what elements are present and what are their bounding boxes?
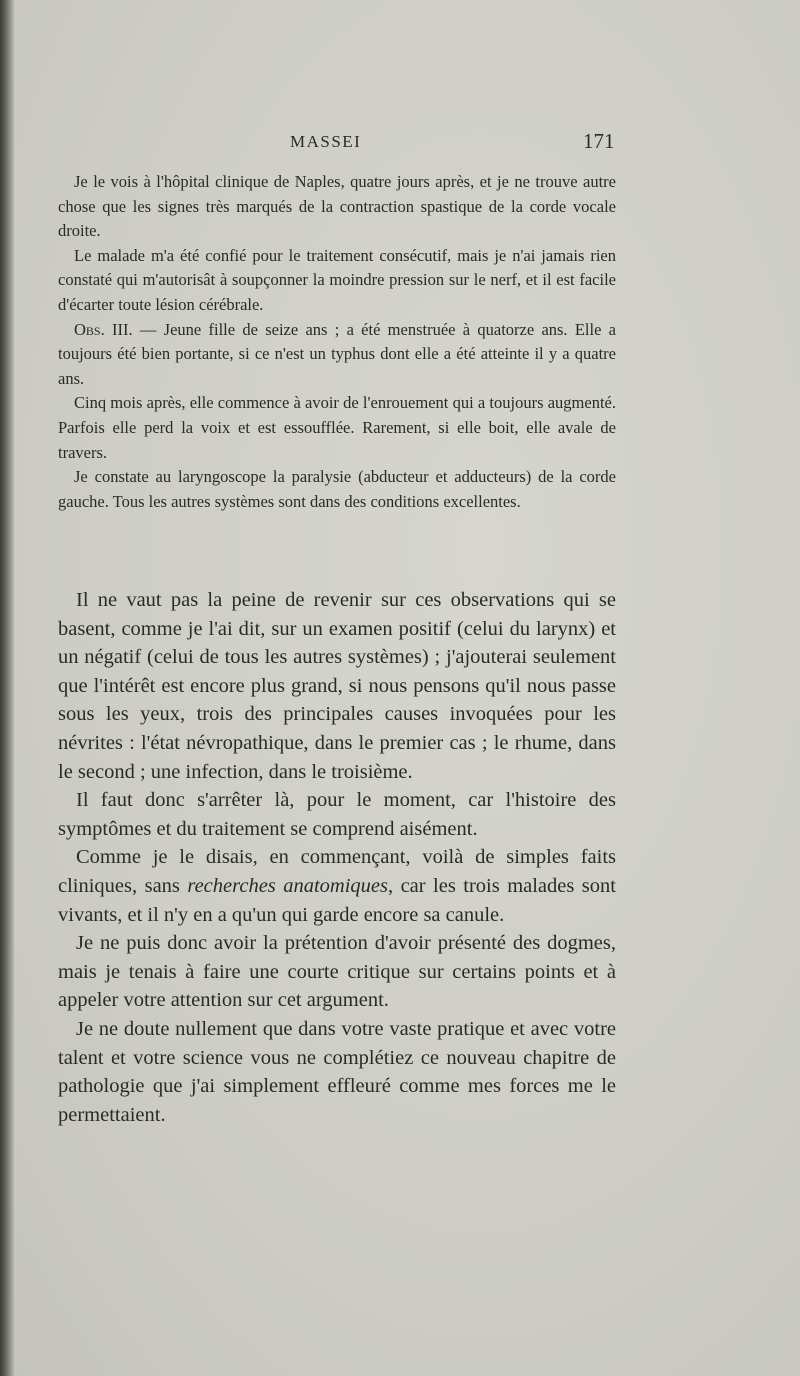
paragraph-text: , car les trois malades sont vivants, et il n'y en a qu'un qui garde encore sa canule. — [58, 874, 616, 926]
paragraph — [58, 843, 616, 929]
paragraph: Je constate au laryngoscope la paralysie (abducteur et adducteurs) de la corde gauche. Tous les autres systèmes sont dans des conditions excellentes. — [58, 467, 616, 511]
paragraph: Il ne vaut pas la peine de revenir sur ces observations qui se basent, comme je l'ai dit, sur un examen positif (celui du larynx) et un négatif (celui de tous les autres systèmes) ; j'ajouterai seulement que l'intérêt est encore plus grand, si nous pensons qu'il nous passe sous les yeux, trois des principales causes invoquées pour les névrites : l'état névropathique, dans le premier cas ; le rhume, dans le second ; une infection, dans le troisième. — [58, 589, 616, 783]
italic-phrase: recherches anatomiques — [187, 874, 388, 897]
paragraph — [58, 318, 616, 392]
page-binding-edge — [0, 0, 14, 1376]
paragraph: Je ne puis donc avoir la prétention d'avoir présenté des dogmes, mais je tenais à faire une courte critique sur certains points et à appeler votre attention sur cet argument. — [58, 932, 616, 1012]
page-number: 171 — [583, 129, 615, 153]
running-head — [0, 129, 800, 158]
paragraph: Je le vois à l'hôpital clinique de Naples, quatre jours après, et je ne trouve autre chose que les signes très marqués de la contraction spastique de la corde vocale droite. — [58, 172, 616, 241]
paragraph: Je ne doute nullement que dans votre vaste pratique et avec votre talent et votre science vous ne complétiez ce nouveau chapitre de pathologie que j'ai simplement effleuré comme mes forces me le permettaient. — [58, 1017, 616, 1126]
paragraph: Cinq mois après, elle commence à avoir de l'enrouement qui a toujours augmenté. Parfois elle perd la voix et est essoufflée. Rarement, si elle boit, elle avale de travers. — [58, 393, 616, 462]
paragraph: Il faut donc s'arrêter là, pour le moment, car l'histoire des symptômes et du traitement se comprend aisément. — [58, 789, 616, 840]
paragraph-text: — Jeune fille de seize ans ; a été menstruée à quatorze ans. Elle a toujours été bien portante, si ce n'est un typhus dont elle a été atteinte il y a quatre ans. — [58, 319, 617, 388]
observation-text-block — [58, 170, 616, 514]
paragraph-text: Comme je le disais, en commençant, voilà de simples faits cliniques, sans — [58, 846, 616, 897]
running-title: MASSEI — [290, 132, 362, 151]
observation-label: Obs. III. — [74, 319, 133, 339]
discussion-text-block — [58, 586, 616, 1129]
paragraph: Le malade m'a été confié pour le traitement consécutif, mais je n'ai jamais rien constaté qui m'autorisât à soupçonner la moindre pression sur le nerf, et il est facile d'écarter toute lésion cérébrale. — [58, 245, 616, 314]
